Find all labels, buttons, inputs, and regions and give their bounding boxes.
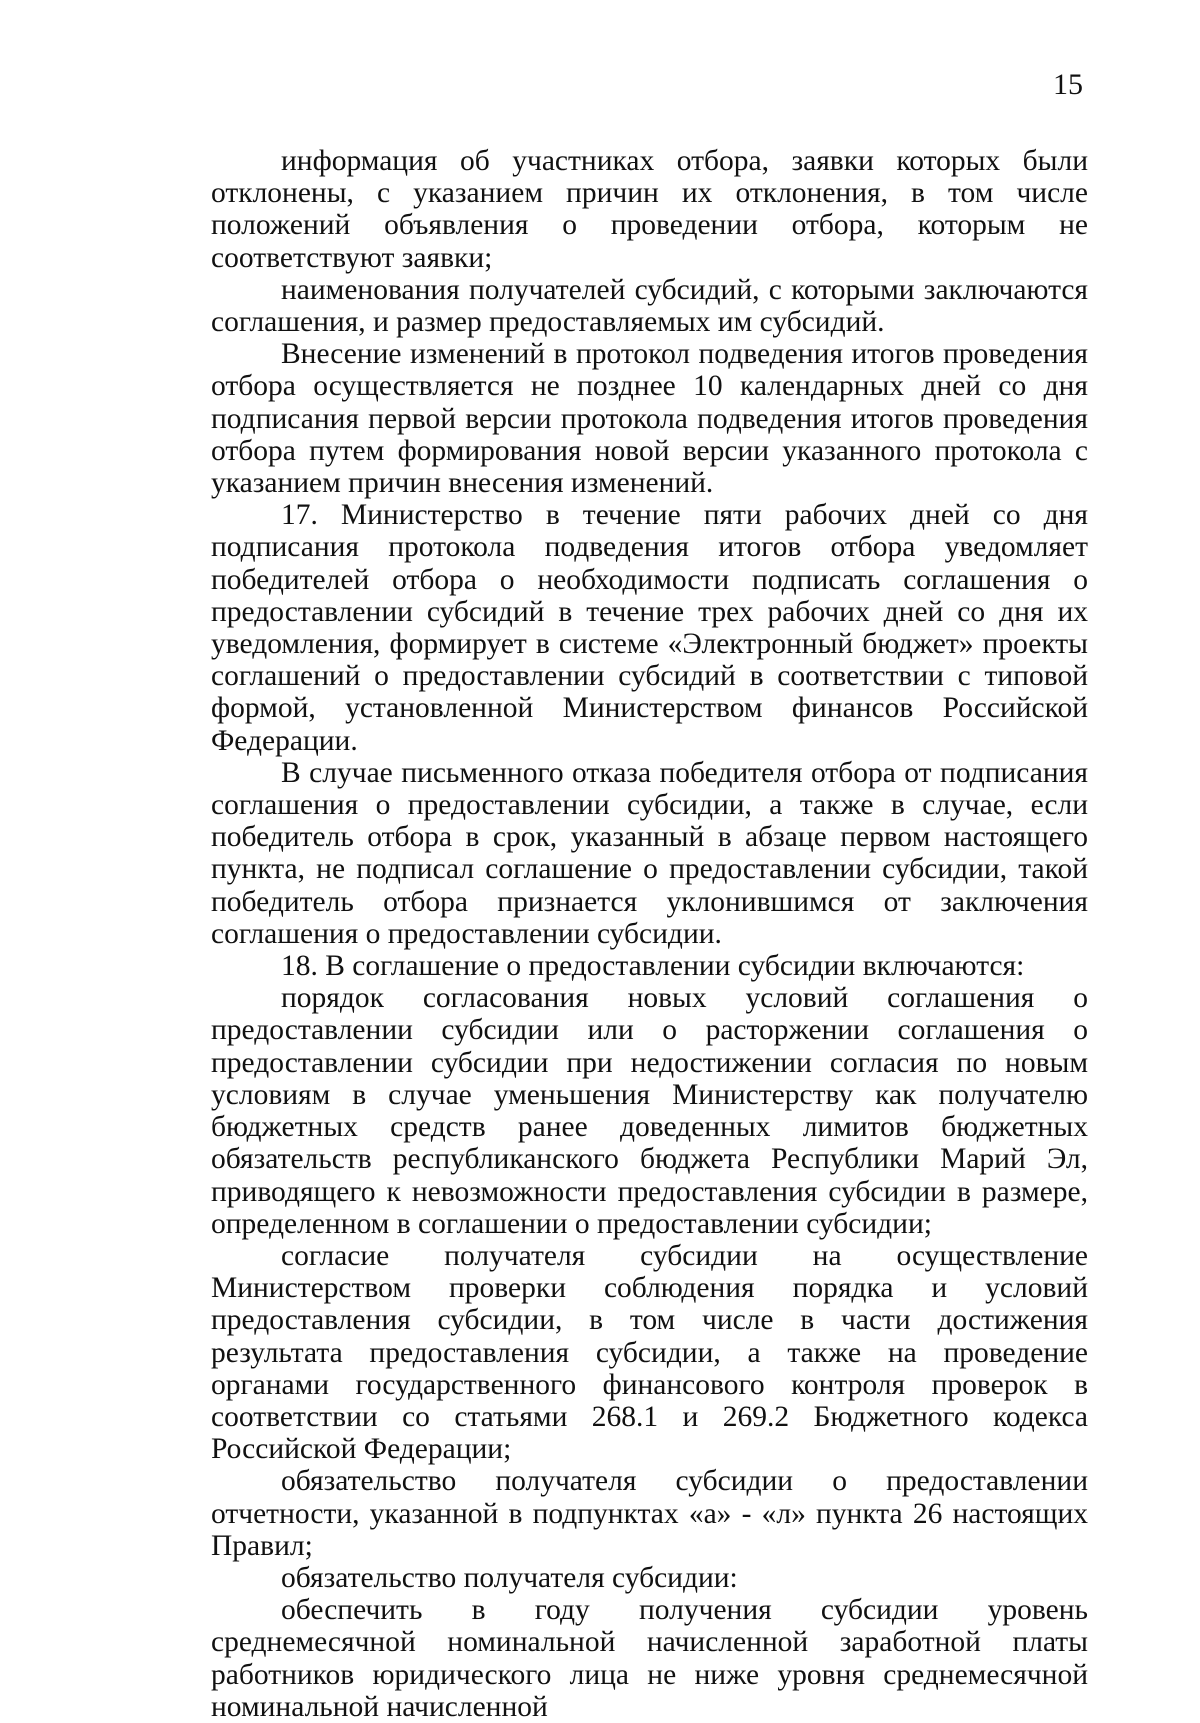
paragraph-recipient-obligation: обязательство получателя субсидии: — [281, 1561, 738, 1594]
paragraph-protocol-changes: Внесение изменений в протокол подведения итогов проведения отбора осуществляется не позднее 10 календарных дней со дня подписания первой версии протокола подведения итогов проведения отбора путем формирования новой версии указанного протокола с указанием причин внесения изменений. — [211, 338, 1088, 500]
document-body — [211, 145, 1088, 1723]
paragraph-consent-inspection: согласие получателя субсидии на осуществление Министерством проверки соблюдения порядка и условий предоставления субсидии, в том числе в части достижения результата предоставления субсидии, а также на проведение органами государственного финансового контроля проверок в соответствии со статьями 268.1 и 269.2 Бюджетного кодекса Российской Федерации; — [211, 1239, 1088, 1466]
paragraph-refusal-case: В случае письменного отказа победителя отбора от подписания соглашения о предоставлении субсидии, а также в случае, если победитель отбора в срок, указанный в абзаце первом настоящего пункта, не подписал соглашение о предоставлении субсидии, такой победитель отбора признается уклонившимся от заключения соглашения о предоставлении субсидии. — [211, 756, 1088, 950]
paragraph-new-conditions: порядок согласования новых условий соглашения о предоставлении субсидии или о расторжении соглашения о предоставлении субсидии при недостижении согласия по новым условиям в случае уменьшения Министерству как получателю бюджетных средств ранее доведенных лимитов бюджетных обязательств республиканского бюджета Республики Марий Эл, приводящего к невозможности предоставления субсидии в размере, определенном в соглашении о предоставлении субсидии; — [211, 982, 1088, 1240]
page-number: 15 — [1053, 68, 1083, 101]
paragraph-item-18: 18. В соглашение о предоставлении субсидии включаются: — [281, 950, 1025, 983]
paragraph-rejected-participants: информация об участниках отбора, заявки которых были отклонены, с указанием причин их отклонения, в том числе положений объявления о проведении отбора, которым не соответствуют заявки; — [211, 145, 1088, 274]
paragraph-reporting-obligation: обязательство получателя субсидии о предоставлении отчетности, указанной в подпунктах «а» - «л» пункта 26 настоящих Правил; — [211, 1465, 1088, 1562]
paragraph-salary-level: обеспечить в году получения субсидии уровень среднемесячной номинальной начисленной заработной платы работников юридического лица не ниже уровня среднемесячной номинальной начисленной — [211, 1594, 1088, 1723]
paragraph-item-17: 17. Министерство в течение пяти рабочих дней со дня подписания протокола подведения итогов отбора уведомляет победителей отбора о необходимости подписать соглашения о предоставлении субсидий в течение трех рабочих дней со дня их уведомления, формирует в системе «Электронный бюджет» проекты соглашений о предоставлении субсидий в соответствии с типовой формой, установленной Министерством финансов Российской Федерации. — [211, 499, 1088, 757]
paragraph-recipient-names: наименования получателей субсидий, с которыми заключаются соглашения, и размер предоставляемых им субсидий. — [211, 273, 1088, 339]
